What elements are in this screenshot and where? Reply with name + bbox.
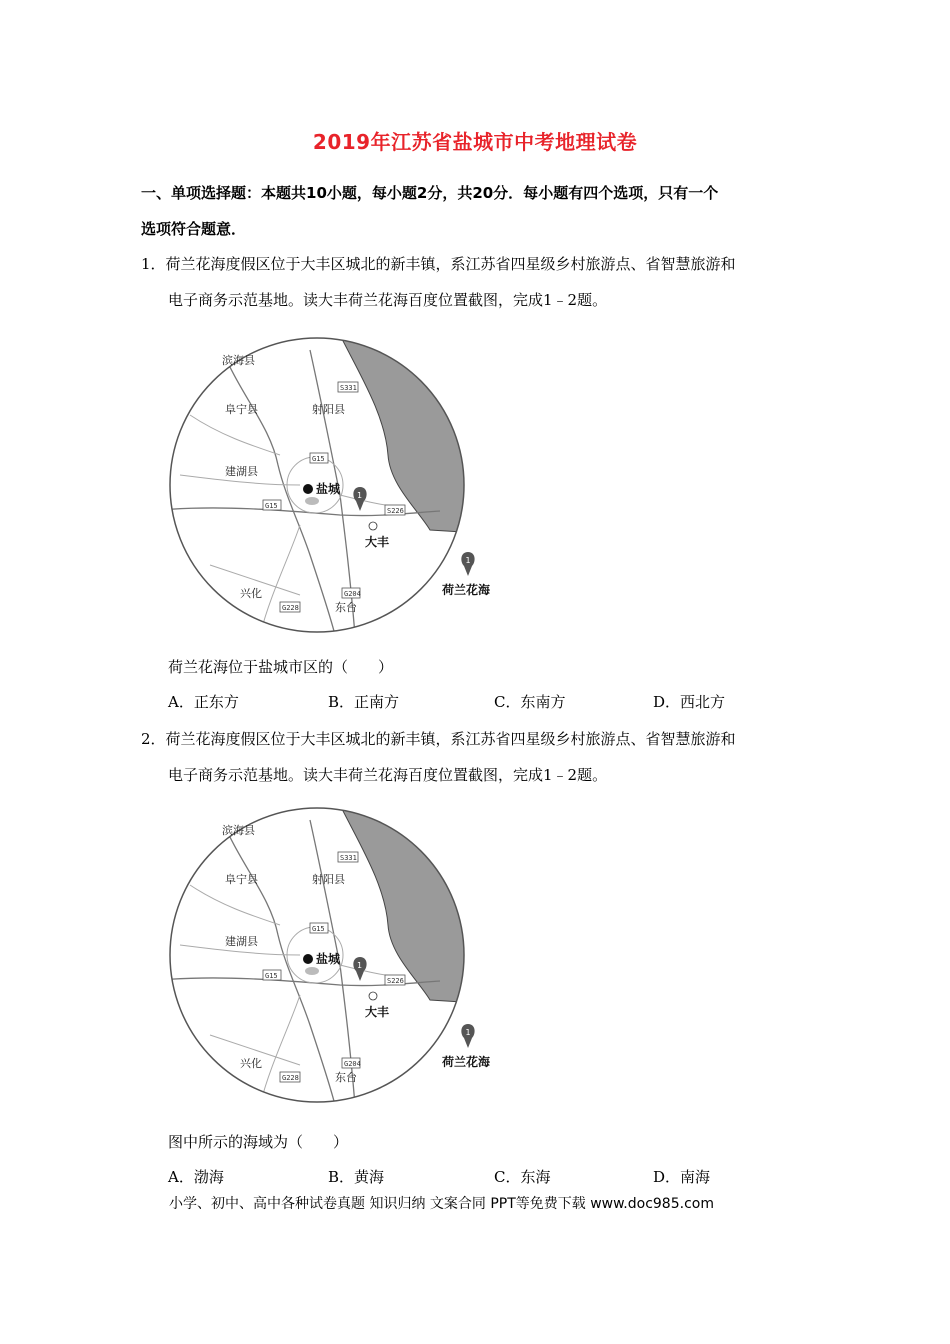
shield-s226: S226 xyxy=(387,977,404,985)
option-c[interactable]: C．东海 xyxy=(494,1168,551,1186)
option-d[interactable]: D．西北方 xyxy=(653,693,726,711)
shield-g15-upper: G15 xyxy=(312,455,325,463)
shield-g204: G204 xyxy=(344,1060,361,1068)
label-binhai: 滨海县 xyxy=(222,354,255,367)
shield-g15-lower: G15 xyxy=(265,972,278,980)
label-helanhuahai: 荷兰花海 xyxy=(442,583,491,597)
label-jianhu: 建湖县 xyxy=(225,935,258,948)
shield-g228: G228 xyxy=(282,1074,299,1082)
label-xinghua: 兴化 xyxy=(240,1057,262,1070)
option-a[interactable]: A．正东方 xyxy=(168,693,239,711)
option-b[interactable]: B．黄海 xyxy=(328,1168,385,1186)
label-funing: 阜宁县 xyxy=(225,403,258,416)
location-pin-icon xyxy=(461,1024,474,1048)
shield-g15-lower: G15 xyxy=(265,502,278,510)
label-xinghua: 兴化 xyxy=(240,587,262,600)
label-funing: 阜宁县 xyxy=(225,873,258,886)
section-line-1: 一、单项选择题：本题共10小题，每小题2分，共20分．每小题有四个选项，只有一个 xyxy=(141,184,719,202)
svg-text:1: 1 xyxy=(357,491,363,500)
question-1-intro-line-1: 1．荷兰花海度假区位于大丰区城北的新丰镇，系江苏省四星级乡村旅游点、省智慧旅游和 xyxy=(141,255,736,273)
label-sheyang: 射阳县 xyxy=(312,873,345,886)
question-2-intro-line-1: 2．荷兰花海度假区位于大丰区城北的新丰镇，系江苏省四星级乡村旅游点、省智慧旅游和 xyxy=(141,730,736,748)
question-2-stem: 图中所示的海域为（ ） xyxy=(168,1133,349,1151)
svg-text:1: 1 xyxy=(465,556,471,565)
svg-text:1: 1 xyxy=(357,961,363,970)
label-dongtai: 东台 xyxy=(335,1071,357,1084)
helanhuahai-marker xyxy=(440,1022,510,1072)
question-1-options xyxy=(168,691,788,713)
question-2-intro-line-2: 电子商务示范基地。读大丰荷兰花海百度位置截图，完成1﹣2题。 xyxy=(168,766,608,784)
label-yancheng: 盐城 xyxy=(316,952,341,966)
shield-g204: G204 xyxy=(344,590,361,598)
label-jianhu: 建湖县 xyxy=(225,465,258,478)
question-1-stem: 荷兰花海位于盐城市区的（ ） xyxy=(168,658,394,676)
shield-g228: G228 xyxy=(282,604,299,612)
option-b[interactable]: B．正南方 xyxy=(328,693,400,711)
section-heading xyxy=(141,175,821,247)
label-helanhuahai: 荷兰花海 xyxy=(442,1055,491,1069)
shield-s331: S331 xyxy=(340,854,357,862)
svg-text:1: 1 xyxy=(465,1028,471,1037)
section-line-2: 选项符合题意． xyxy=(141,220,247,238)
helanhuahai-marker xyxy=(440,550,510,600)
option-a[interactable]: A．渤海 xyxy=(168,1168,224,1186)
yancheng-dot xyxy=(303,954,313,964)
question-2-intro xyxy=(141,721,821,793)
yancheng-dot xyxy=(303,484,313,494)
page-title: 2019年江苏省盐城市中考地理试卷 xyxy=(312,130,638,154)
footer-text: 小学、初中、高中各种试卷真题 知识归纳 文案合同 PPT等免费下载 www.doc985.com xyxy=(169,1196,714,1212)
option-c[interactable]: C．东南方 xyxy=(494,693,566,711)
question-1-intro-line-2: 电子商务示范基地。读大丰荷兰花海百度位置截图，完成1﹣2题。 xyxy=(168,291,608,309)
shield-s226: S226 xyxy=(387,507,404,515)
label-dongtai: 东台 xyxy=(335,601,357,614)
label-dafeng: 大丰 xyxy=(365,1005,390,1019)
label-sheyang: 射阳县 xyxy=(312,403,345,416)
shield-s331: S331 xyxy=(340,384,357,392)
label-dafeng: 大丰 xyxy=(365,535,390,549)
label-binhai: 滨海县 xyxy=(222,824,255,837)
shield-g15-upper: G15 xyxy=(312,925,325,933)
option-d[interactable]: D．南海 xyxy=(653,1168,711,1186)
location-pin-icon xyxy=(461,552,474,576)
label-yancheng: 盐城 xyxy=(316,482,341,496)
question-1-intro xyxy=(141,246,821,318)
question-2-options xyxy=(168,1166,788,1188)
